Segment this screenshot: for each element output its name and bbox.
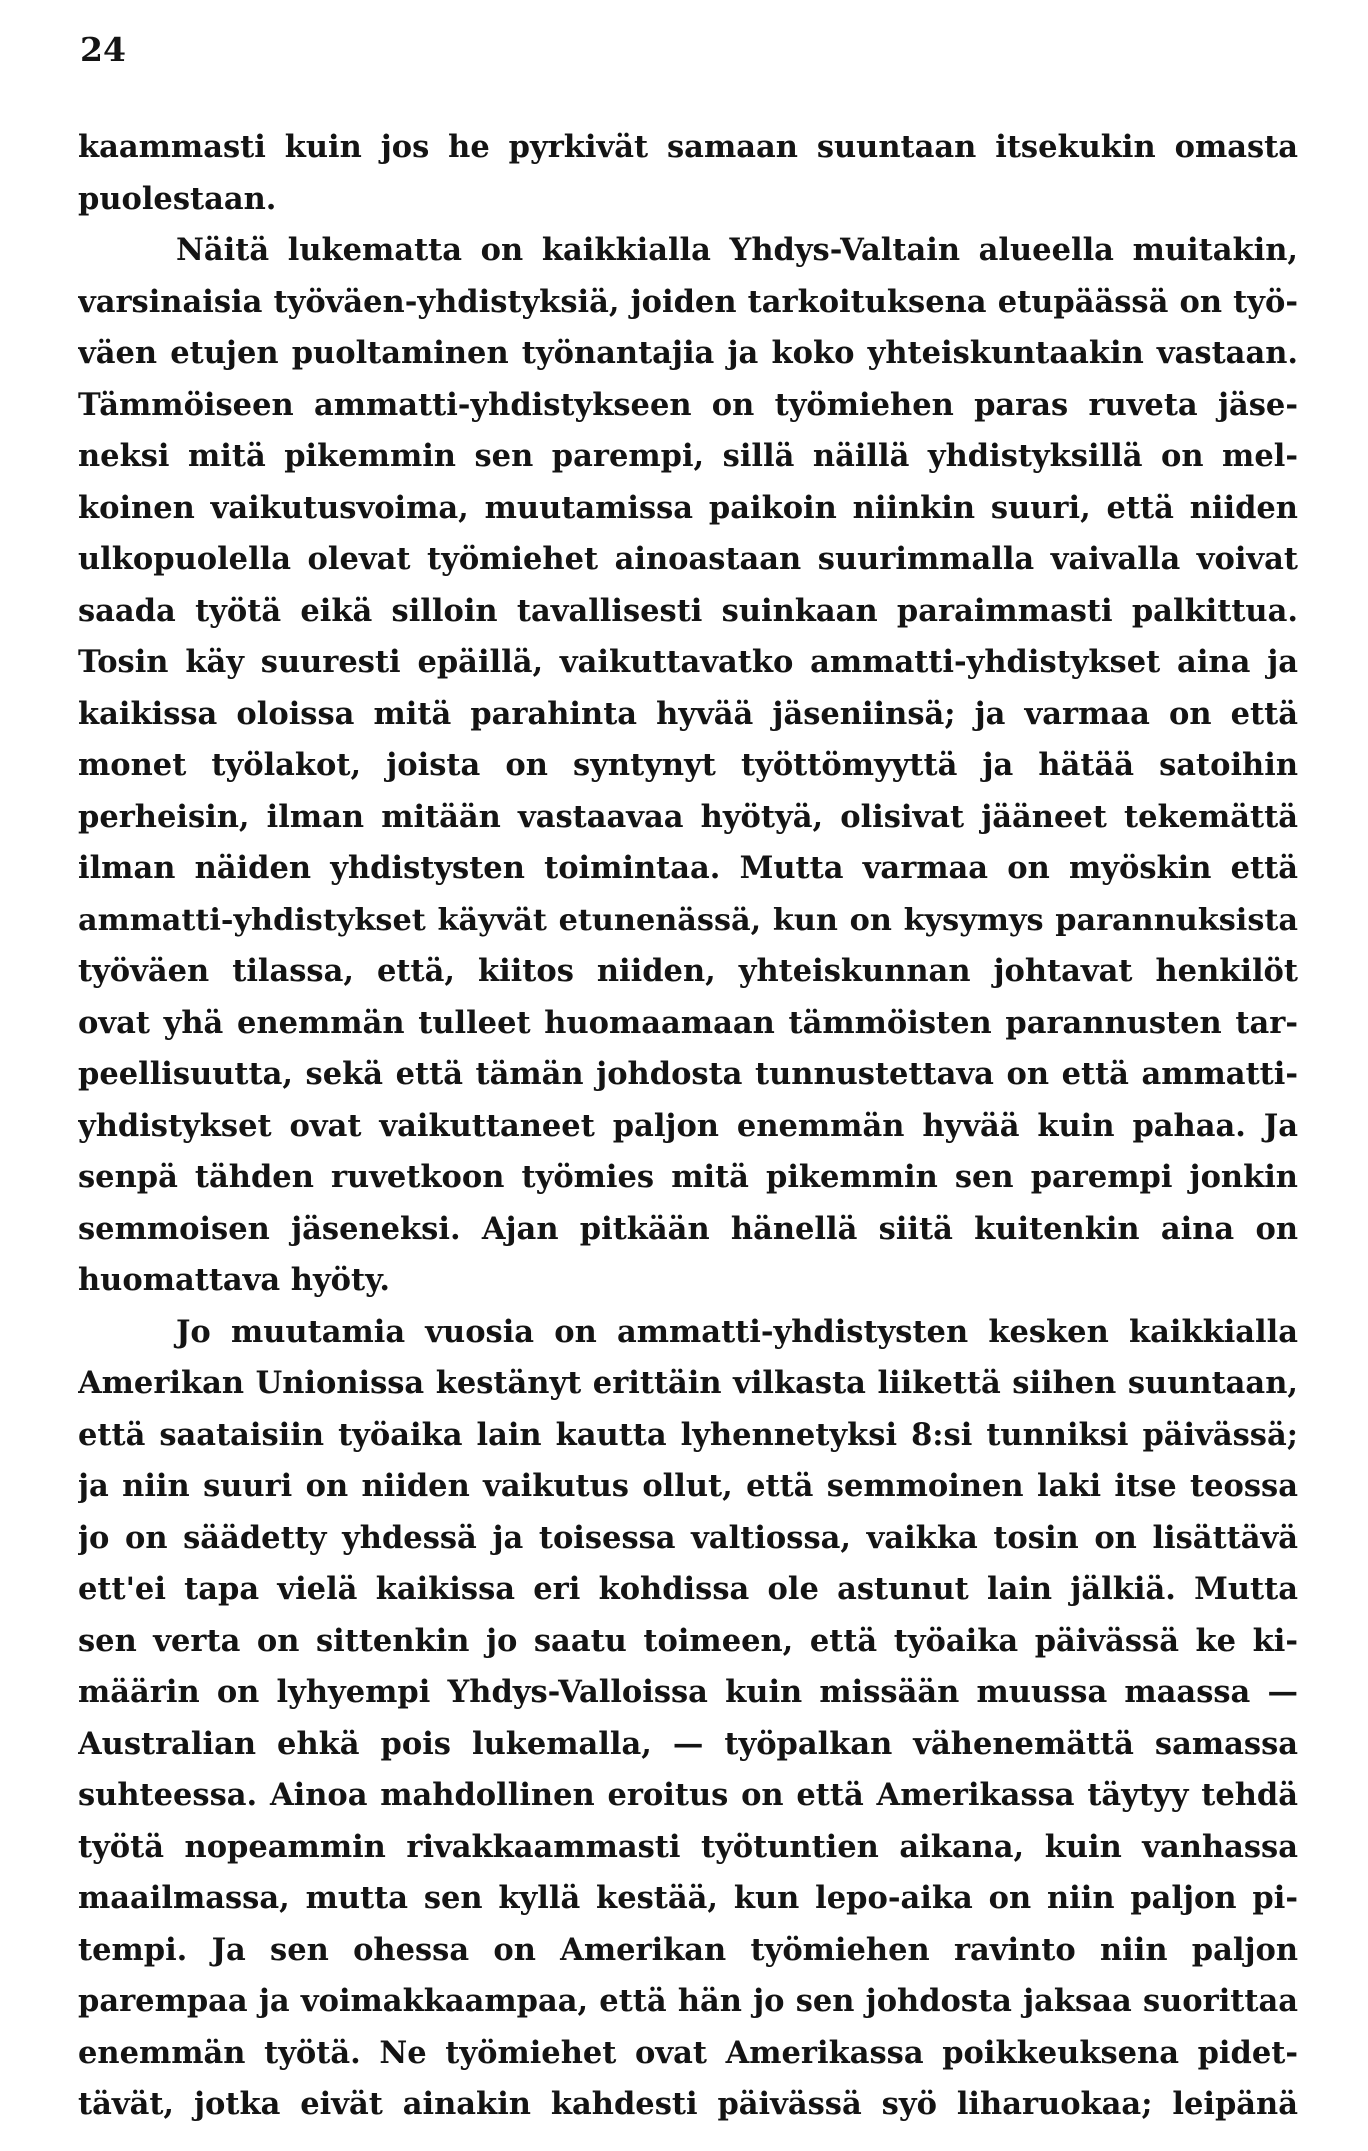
- text-line: maailmassa, mutta sen kyllä kestää, kun lepo-aika on niin paljon pi-: [78, 1880, 1298, 1916]
- text-line: Australian ehkä pois lukemalla, — työpalkan vähenemättä samassa: [78, 1725, 1298, 1762]
- text-line: perheisin, ilman mitään vastaavaa hyötyä, olisivat jääneet tekemättä: [78, 798, 1298, 835]
- text-line: kaammasti kuin jos he pyrkivät samaan suuntaan itsekukin omasta: [78, 129, 1298, 165]
- text-line: Näitä lukematta on kaikkialla Yhdys-Valtain alueella muitakin,: [176, 232, 1298, 268]
- text-line: jo on säädetty yhdessä ja toisessa valtiossa, vaikka tosin on lisättävä: [78, 1519, 1298, 1556]
- text-line: yhdistykset ovat vaikuttaneet paljon enemmän hyvää kuin pahaa. Ja: [78, 1107, 1298, 1144]
- text-line: enemmän työtä. Ne työmiehet ovat Amerikassa poikkeuksena pidet-: [78, 2034, 1298, 2071]
- text-line: koinen vaikutusvoima, muutamissa paikoin niinkin suuri, että niiden: [78, 489, 1298, 526]
- text-line: semmoisen jäseneksi. Ajan pitkään hänellä siitä kuitenkin aina on: [78, 1210, 1298, 1247]
- text-line: ett'ei tapa vielä kaikissa eri kohdissa ole astunut lain jälkiä. Mutta: [78, 1571, 1298, 1607]
- text-line: monet työlakot, joista on syntynyt työttömyyttä ja hätää satoihin: [78, 747, 1298, 783]
- text-line: Jo muutamia vuosia on ammatti-yhdistysten kesken kaikkialla: [176, 1313, 1298, 1350]
- text-line: senpä tähden ruvetkoon työmies mitä pikemmin sen parempi jonkin: [78, 1159, 1298, 1195]
- text-line: Tosin käy suuresti epäillä, vaikuttavatko ammatti-yhdistykset aina ja: [78, 644, 1298, 680]
- text-line: sen verta on sittenkin jo saatu toimeen, että työaika päivässä ke ki-: [78, 1622, 1298, 1659]
- text-line: peellisuutta, sekä että tämän johdosta tunnustettava on että ammatti-: [78, 1056, 1298, 1092]
- text-line: ilman näiden yhdistysten toimintaa. Mutta varmaa on myöskin että: [78, 850, 1298, 886]
- text-line: Tämmöiseen ammatti-yhdistykseen on työmiehen paras ruveta jäse-: [78, 386, 1298, 423]
- text-line: suhteessa. Ainoa mahdollinen eroitus on että Amerikassa täytyy tehdä: [78, 1777, 1298, 1813]
- text-line: puolestaan.: [78, 180, 277, 217]
- text-line: kaikissa oloissa mitä parahinta hyvää jäseniinsä; ja varmaa on että: [78, 695, 1298, 732]
- body-text: [78, 122, 1298, 2131]
- text-line: tempi. Ja sen ohessa on Amerikan työmiehen ravinto niin paljon: [78, 1931, 1298, 1968]
- text-line: työtä nopeammin rivakkaammasti työtuntien aikana, kuin vanhassa: [78, 1828, 1298, 1865]
- text-line: parempaa ja voimakkaampaa, että hän jo sen johdosta jaksaa suorittaa: [78, 1983, 1298, 2019]
- text-line: tävät, jotka eivät ainakin kahdesti päivässä syö liharuokaa; leipänä: [78, 2086, 1298, 2122]
- text-line: neksi mitä pikemmin sen parempi, sillä näillä yhdistyksillä on mel-: [78, 438, 1298, 474]
- text-line: Amerikan Unionissa kestänyt erittäin vilkasta liikettä siihen suuntaan,: [78, 1365, 1298, 1401]
- text-line: ammatti-yhdistykset käyvät etunenässä, kun on kysymys parannuksista: [78, 902, 1298, 938]
- text-line: työväen tilassa, että, kiitos niiden, yhteiskunnan johtavat henkilöt: [78, 953, 1298, 989]
- text-line: saada työtä eikä silloin tavallisesti suinkaan paraimmasti palkittua.: [78, 592, 1298, 629]
- text-line: ja niin suuri on niiden vaikutus ollut, että semmoinen laki itse teossa: [78, 1468, 1298, 1504]
- text-line: varsinaisia työväen-yhdistyksiä, joiden tarkoituksena etupäässä on työ-: [78, 283, 1298, 320]
- text-line: huomattava hyöty.: [78, 1262, 390, 1298]
- text-line: että saataisiin työaika lain kautta lyhennetyksi 8:si tunniksi päivässä;: [78, 1416, 1298, 1453]
- text-line: määrin on lyhyempi Yhdys-Valloissa kuin missään muussa maassa —: [78, 1674, 1298, 1710]
- text-line: väen etujen puoltaminen työnantajia ja koko yhteiskuntaakin vastaan.: [78, 335, 1298, 371]
- text-line: ulkopuolella olevat työmiehet ainoastaan suurimmalla vaivalla voivat: [78, 541, 1298, 577]
- text-line: ovat yhä enemmän tulleet huomaamaan tämmöisten parannusten tar-: [78, 1004, 1298, 1041]
- page-number: 24: [80, 30, 126, 69]
